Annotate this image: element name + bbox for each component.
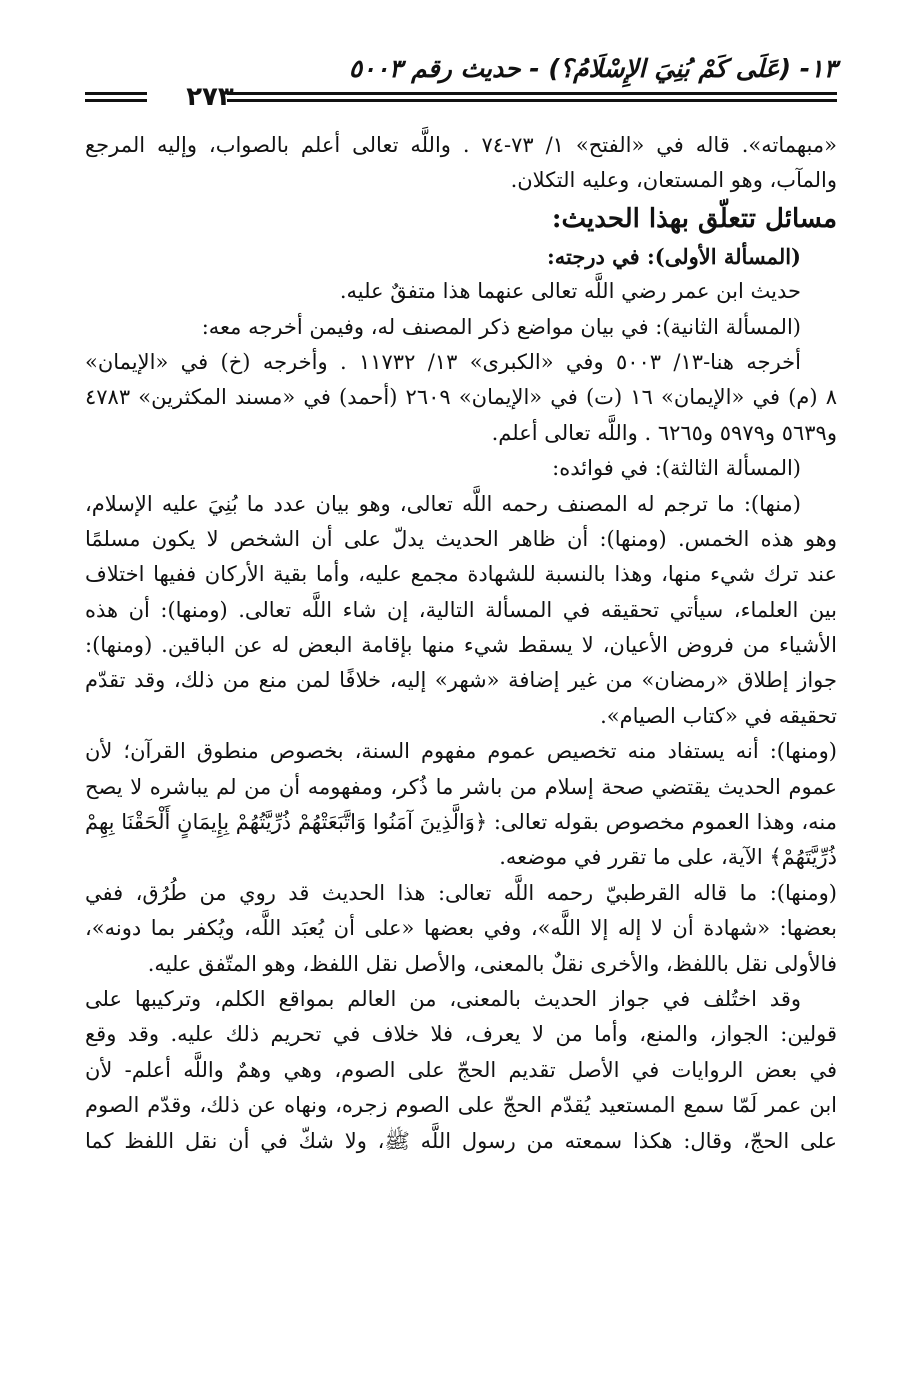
text-line: عموم الحديث يقتضي صحة إسلام من باشر ما ذُكر، ومفهومه أن من لم يباشره لا يصح	[85, 774, 837, 799]
text-line: والمآب، وهو المستعان، وعليه التكلان.	[510, 168, 837, 193]
text-line: عند ترك شيء منها، وهذا بالنسبة للشهادة مجمع عليه، وأما بقية الأركان ففيها اختلاف	[85, 562, 837, 587]
text-line: فالأولى نقل باللفظ، والأخرى نقلٌ بالمعنى، والأصل نقل اللفظ، وهو المتّفق عليه.	[147, 951, 837, 976]
text-line: بعضها: «شهادة أن لا إله إلا اللَّه»، وفي بعضها «على أن يُعبَد اللَّه، ويُكفر بما دونه»،	[85, 916, 837, 941]
issue-heading: (المسألة الثانية): في بيان مواضع ذكر المصنف له، وفيمن أخرجه معه:	[201, 314, 801, 339]
text-line: في بعض الروايات في الأصل تقديم الحجّ على الصوم، وهي وهمٌ واللَّه أعلم- لأن	[85, 1057, 837, 1082]
section-heading: مسائل تتعلّق بهذا الحديث:	[551, 203, 837, 234]
text-line: ذُرِّيَّتَهُمْ﴾ الآية، على ما تقرر في موضعه.	[499, 845, 837, 870]
text-line: قولين: الجواز، والمنع، وأما من لا يعرف، فلا خلاف في تحريم ذلك عليه. وقد وقع	[85, 1022, 837, 1047]
text-line: وهو هذه الخمس. (ومنها): أن ظاهر الحديث يدلّ على أن الشخص لا يكون مسلمًا	[85, 526, 837, 551]
text-line: وقد اختُلف في جواز الحديث بالمعنى، من العالم بمواقع الكلم، وتركيبها على	[85, 986, 801, 1011]
issue-heading: (المسألة الأولى): في درجته:	[547, 243, 801, 269]
text-line: (ومنها): ما قاله القرطبيّ رحمه اللَّه تعالى: هذا الحديث قد روي من طُرُق، ففي	[85, 880, 837, 905]
text-line: تحقيقه في «كتاب الصيام».	[600, 703, 837, 728]
text-line: أخرجه هنا-١٣/ ٥٠٠٣ وفي «الكبرى» ١٣/ ١١٧٣٢ . وأخرجه (خ) في «الإيمان»	[85, 349, 801, 374]
page-header	[85, 52, 837, 110]
text-line: جواز إطلاق «رمضان» من غير إضافة «شهر» إليه، خلافًا لمن منع من ذلك، وقد تقدّم	[85, 668, 837, 693]
text-line: «مبهماته». قاله في «الفتح» ١/ ٧٣-٧٤ . واللَّه تعالى أعلم بالصواب، وإليه المرجع	[85, 133, 837, 157]
page-number: ٢٧٣	[186, 82, 234, 112]
text-line: بين العلماء، سيأتي تحقيقه في المسألة التالية، إن شاء اللَّه تعالى. (ومنها): أن هذه	[85, 597, 837, 622]
text-line: ٨ (م) في «الإيمان» ١٦ (ت) في «الإيمان» ٢٦٠٩ (أحمد) في «مسند المكثرين» ٤٧٨٣	[85, 385, 837, 410]
text-line: ابن عمر لَمّا سمع المستعيد يُقدّم الحجّ على الصوم زجره، ونهاه عن ذلك، وقدّم الصوم	[85, 1093, 837, 1118]
text-line: (منها): ما ترجم له المصنف رحمه اللَّه تعالى، وهو بيان عدد ما بُنِيَ عليه الإسلام،	[85, 491, 801, 516]
text-line: و٥٦٣٩ و٥٩٧٩ و٦٢٦٥ . واللَّه تعالى أعلم.	[491, 420, 837, 445]
header-double-rule	[227, 92, 837, 106]
text-line: على الحجّ، وقال: هكذا سمعته من رسول اللَّه ﷺ، ولا شكّ في أن نقل اللفظ كما	[85, 1128, 837, 1153]
page-number-rule	[85, 92, 147, 106]
text-line: (ومنها): أنه يستفاد منه تخصيص عموم مفهوم السنة، بخصوص منطوق القرآن؛ لأن	[85, 739, 837, 764]
running-title: ١٣- (عَلَى كَمْ بُنِيَ الإِسْلَامُ؟) - حديث رقم ٥٠٠٣	[348, 54, 837, 83]
quran-verse-line: منه، وهذا العموم مخصوص بقوله تعالى: ﴿وَالَّذِينَ آمَنُوا وَاتَّبَعَتْهُمْ ذُرِّيَّتُهُمْ بِإِيمَانٍ أَلْحَقْنَا بِهِمْ	[85, 810, 837, 835]
text-line: حديث ابن عمر رضي اللَّه تعالى عنهما هذا متفقٌ عليه.	[339, 279, 801, 304]
issue-heading: (المسألة الثالثة): في فوائده:	[552, 456, 801, 481]
text-line: الأشياء من فروض الأعيان، لا يسقط شيء منها بإقامة البعض له عن الباقين. (ومنها):	[85, 633, 837, 658]
page-body	[85, 128, 837, 1159]
